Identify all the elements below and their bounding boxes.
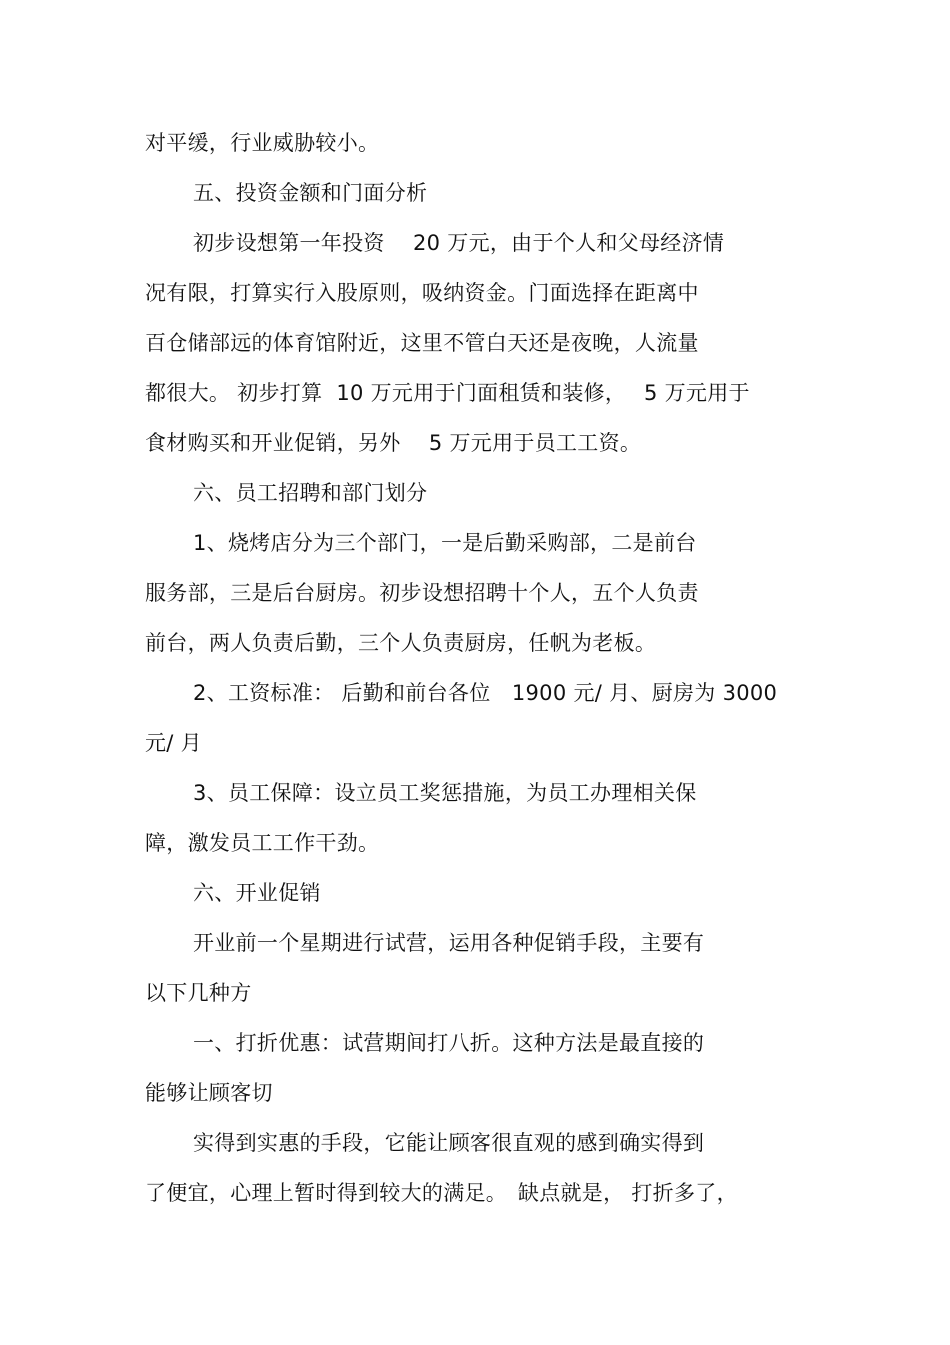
paragraph-line: 都很大。 初步打算 10 万元用于门面租赁和装修， 5 万元用于	[145, 381, 750, 405]
paragraph-line: 3、员工保障：设立员工奖惩措施，为员工办理相关保	[193, 781, 697, 805]
paragraph-line: 况有限，打算实行入股原则，吸纳资金。门面选择在距离中	[145, 281, 699, 305]
paragraph-line: 初步设想第一年投资 20 万元，由于个人和父母经济情	[193, 231, 725, 255]
paragraph-line: 一、打折优惠：试营期间打八折。这种方法是最直接的	[193, 1031, 705, 1055]
paragraph-line: 1、烧烤店分为三个部门，一是后勤采购部，二是前台	[193, 531, 697, 555]
section-heading: 六、开业促销	[193, 881, 321, 905]
paragraph-line: 能够让顾客切	[145, 1081, 273, 1105]
paragraph-line: 障，激发员工工作干劲。	[145, 831, 380, 855]
paragraph-line: 实得到实惠的手段，它能让顾客很直观的感到确实得到	[193, 1131, 705, 1155]
section-heading: 六、员工招聘和部门划分	[193, 481, 428, 505]
paragraph-line: 百仓储部远的体育馆附近，这里不管白天还是夜晚，人流量	[145, 331, 699, 355]
paragraph-line: 了便宜，心理上暂时得到较大的满足。 缺点就是， 打折多了，	[145, 1181, 738, 1205]
paragraph-line: 对平缓，行业威胁较小。	[145, 131, 380, 155]
paragraph-line: 元/ 月	[145, 731, 202, 755]
paragraph-line: 开业前一个星期进行试营，运用各种促销手段，主要有	[193, 931, 705, 955]
paragraph-line: 前台，两人负责后勤，三个人负责厨房，任帆为老板。	[145, 631, 657, 655]
paragraph-line: 以下几种方	[145, 981, 252, 1005]
paragraph-line: 食材购买和开业促销，另外 5 万元用于员工工资。	[145, 431, 642, 455]
section-heading: 五、投资金额和门面分析	[193, 181, 428, 205]
paragraph-line: 服务部，三是后台厨房。初步设想招聘十个人，五个人负责	[145, 581, 699, 605]
paragraph-line: 2、工资标准： 后勤和前台各位 1900 元/ 月、厨房为 3000	[193, 681, 778, 705]
